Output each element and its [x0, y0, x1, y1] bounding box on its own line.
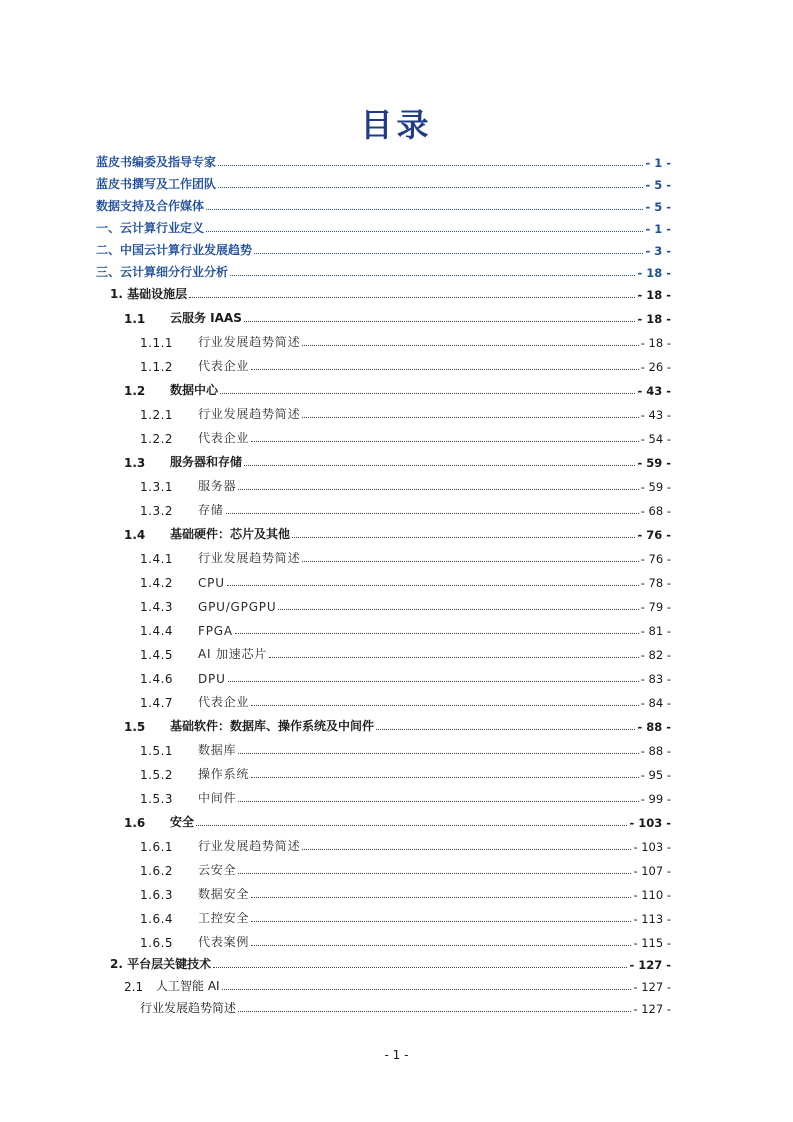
toc-entry-page: - 79 - — [640, 600, 671, 614]
toc-dot-leader — [251, 441, 639, 442]
toc-entry[interactable] — [96, 972, 671, 994]
toc-entry-label: 1. 基础设施层 — [110, 287, 188, 301]
toc-entry[interactable] — [96, 374, 671, 398]
toc-entry[interactable] — [96, 782, 671, 806]
toc-entry[interactable] — [96, 236, 671, 258]
toc-entry-page: - 1 - — [645, 156, 671, 170]
toc-entry[interactable] — [96, 662, 671, 686]
toc-entry-label: CPU — [198, 576, 225, 590]
toc-entry-label: 安全 — [170, 815, 195, 829]
toc-entry-number: 1.4.7 — [140, 696, 174, 710]
toc-entry-label: 行业发展趋势简述 — [198, 407, 301, 421]
toc-entry-page: - 127 - — [633, 980, 671, 994]
toc-dot-leader — [251, 945, 631, 946]
toc-entry-label: 代表企业 — [198, 695, 250, 709]
toc-entry[interactable] — [96, 806, 671, 830]
toc-entry-page: - 18 - — [637, 266, 671, 280]
toc-dot-leader — [251, 369, 639, 370]
toc-entry-page: - 84 - — [640, 696, 671, 710]
toc-entry-number: 1.6.1 — [140, 840, 174, 854]
toc-dot-leader — [238, 1011, 631, 1012]
toc-entry-page: - 59 - — [640, 480, 671, 494]
toc-entry-number: 1.6.5 — [140, 936, 174, 950]
toc-entry-label: 代表企业 — [198, 359, 250, 373]
toc-entry-page: - 115 - — [633, 936, 671, 950]
toc-entry[interactable] — [96, 446, 671, 470]
toc-entry-number: 1.2.2 — [140, 432, 174, 446]
toc-entry[interactable] — [96, 422, 671, 446]
toc-entry-number: 1.3 — [124, 456, 146, 470]
toc-entry-page: - 43 - — [640, 408, 671, 422]
toc-entry-page: - 110 - — [633, 888, 671, 902]
toc-entry[interactable] — [96, 926, 671, 950]
toc-entry-number: 1.3.1 — [140, 480, 174, 494]
toc-entry-label: 二、中国云计算行业发展趋势 — [96, 243, 253, 257]
toc-entry-page: - 26 - — [640, 360, 671, 374]
toc-dot-leader — [238, 801, 638, 802]
toc-entry-label: 云服务 IAAS — [170, 311, 242, 325]
toc-dot-leader — [376, 729, 635, 730]
toc-dot-leader — [254, 253, 643, 254]
toc-entry-number: 1.4.4 — [140, 624, 174, 638]
toc-dot-leader — [269, 657, 639, 658]
toc-entry-number: 1.4.3 — [140, 600, 174, 614]
toc-entry-number: 1.6.3 — [140, 888, 174, 902]
toc-entry-label: 代表企业 — [198, 431, 250, 445]
toc-entry-label: 行业发展趋势简述 — [198, 839, 301, 853]
toc-dot-leader — [302, 345, 638, 346]
toc-entry-label: 代表案例 — [198, 935, 250, 949]
toc-entry[interactable] — [96, 854, 671, 878]
page-number-footer: - 1 - — [384, 1048, 409, 1062]
toc-dot-leader — [251, 777, 639, 778]
toc-dot-leader — [302, 561, 638, 562]
toc-dot-leader — [222, 989, 632, 990]
toc-entry-number: 1.2 — [124, 384, 146, 398]
toc-entry[interactable] — [96, 614, 671, 638]
toc-entry-page: - 88 - — [640, 744, 671, 758]
toc-entry[interactable] — [96, 148, 671, 170]
toc-entry[interactable] — [96, 494, 671, 518]
toc-entry-label: 行业发展趋势简述 — [198, 551, 301, 565]
toc-dot-leader — [220, 393, 635, 394]
toc-entry-page: - 81 - — [640, 624, 671, 638]
toc-entry[interactable] — [96, 192, 671, 214]
toc-entry-label: 基础硬件：芯片及其他 — [170, 527, 291, 541]
toc-dot-leader — [228, 681, 639, 682]
toc-entry-page: - 99 - — [640, 792, 671, 806]
toc-entry-number: 1.4.6 — [140, 672, 174, 686]
toc-entry[interactable] — [96, 590, 671, 614]
toc-dot-leader — [302, 417, 638, 418]
toc-dot-leader — [230, 275, 635, 276]
toc-entry-label: 数据库 — [198, 743, 237, 757]
toc-entry-label: GPU/GPGPU — [198, 600, 277, 614]
toc-entry-page: - 95 - — [640, 768, 671, 782]
toc-dot-leader — [218, 165, 643, 166]
toc-entry-number: 1.2.1 — [140, 408, 174, 422]
toc-dot-leader — [238, 873, 631, 874]
toc-entry-number: 1.1.2 — [140, 360, 174, 374]
toc-dot-leader — [251, 897, 631, 898]
toc-entry[interactable] — [96, 758, 671, 782]
toc-entry[interactable] — [96, 902, 671, 926]
toc-entry-page: - 76 - — [640, 552, 671, 566]
toc-entry-page: - 82 - — [640, 648, 671, 662]
toc-entry[interactable] — [96, 470, 671, 494]
page-title: 目录 — [360, 106, 433, 144]
toc-dot-leader — [235, 633, 639, 634]
toc-entry-label: 行业发展趋势简述 — [198, 335, 301, 349]
toc-entry-page: - 103 - — [629, 816, 671, 830]
toc-entry-page: - 68 - — [640, 504, 671, 518]
toc-entry-page: - 113 - — [633, 912, 671, 926]
toc-dot-leader — [238, 489, 638, 490]
toc-entry-label: 工控安全 — [198, 911, 250, 925]
toc-entry-label: 一、云计算行业定义 — [96, 221, 205, 235]
toc-entry-number: 1.4.1 — [140, 552, 174, 566]
toc-entry-page: - 18 - — [640, 336, 671, 350]
toc-entry-label: 数据支持及合作媒体 — [96, 199, 205, 213]
toc-dot-leader — [244, 321, 636, 322]
toc-entry-page: - 83 - — [640, 672, 671, 686]
toc-entry-page: - 5 - — [645, 200, 671, 214]
toc-entry[interactable] — [96, 214, 671, 236]
toc-dot-leader — [227, 585, 639, 586]
toc-entry-label: 三、云计算细分行业分析 — [96, 265, 229, 279]
toc-entry-page: - 88 - — [637, 720, 671, 734]
toc-entry-page: - 127 - — [629, 958, 671, 972]
toc-entry-label: 数据安全 — [198, 887, 250, 901]
toc-entry[interactable] — [96, 398, 671, 422]
toc-entry-page: - 5 - — [645, 178, 671, 192]
toc-dot-leader — [244, 465, 635, 466]
toc-entry-number: 1.4.5 — [140, 648, 174, 662]
toc-entry[interactable] — [96, 170, 671, 192]
toc-entry-page: - 54 - — [640, 432, 671, 446]
toc-dot-leader — [206, 209, 643, 210]
toc-dot-leader — [213, 967, 627, 968]
toc-dot-leader — [251, 705, 639, 706]
toc-entry[interactable] — [96, 638, 671, 662]
toc-entry-number: 1.5 — [124, 720, 146, 734]
toc-entry-label: 2. 平台层关键技术 — [110, 957, 212, 971]
toc-entry-number: 1.6.4 — [140, 912, 174, 926]
toc-entry-page: - 76 - — [637, 528, 671, 542]
toc-dot-leader — [238, 753, 638, 754]
toc-entry-label: AI 加速芯片 — [198, 647, 268, 661]
toc-entry-number: 1.6 — [124, 816, 146, 830]
toc-entry-label: DPU — [198, 672, 226, 686]
toc-entry-number: 1.6.2 — [140, 864, 174, 878]
toc-entry[interactable] — [96, 994, 671, 1016]
toc-entry[interactable] — [96, 830, 671, 854]
toc-dot-leader — [302, 849, 631, 850]
toc-dot-leader — [278, 609, 638, 610]
toc-entry-number: 1.5.1 — [140, 744, 174, 758]
toc-entry-page: - 1 - — [645, 222, 671, 236]
toc-entry[interactable] — [96, 326, 671, 350]
toc-entry[interactable] — [96, 950, 671, 972]
toc-entry-number: 1.5.3 — [140, 792, 174, 806]
toc-entry[interactable] — [96, 518, 671, 542]
toc-entry-label: FPGA — [198, 624, 233, 638]
toc-entry-number: 1.4.2 — [140, 576, 174, 590]
toc-entry-label: 中间件 — [198, 791, 237, 805]
toc-entry-page: - 18 - — [637, 288, 671, 302]
toc-entry-page: - 107 - — [633, 864, 671, 878]
toc-entry-number: 1.1.1 — [140, 336, 174, 350]
toc-entry-page: - 127 - — [633, 1002, 671, 1016]
toc-entry-label: 服务器和存储 — [170, 455, 243, 469]
toc-dot-leader — [189, 297, 635, 298]
toc-dot-leader — [218, 187, 643, 188]
toc-entry-label: 操作系统 — [198, 767, 250, 781]
toc-entry[interactable] — [96, 686, 671, 710]
toc-entry[interactable] — [96, 258, 671, 280]
toc-entry-label: 基础软件：数据库、操作系统及中间件 — [170, 719, 375, 733]
toc-entry-page: - 3 - — [645, 244, 671, 258]
toc-dot-leader — [226, 513, 639, 514]
toc-entry-page: - 59 - — [637, 456, 671, 470]
toc-entry[interactable] — [96, 350, 671, 374]
toc-entry-number: 1.5.2 — [140, 768, 174, 782]
toc-entry-label: 行业发展趋势简述 — [140, 1001, 237, 1015]
toc-entry[interactable] — [96, 734, 671, 758]
toc-entry-label: 云安全 — [198, 863, 237, 877]
toc-entry-page: - 78 - — [640, 576, 671, 590]
toc-dot-leader — [206, 231, 643, 232]
toc-entry-label: 蓝皮书撰写及工作团队 — [96, 177, 217, 191]
table-of-contents — [96, 148, 671, 1016]
toc-entry[interactable] — [96, 542, 671, 566]
toc-dot-leader — [292, 537, 635, 538]
toc-entry-label: 数据中心 — [170, 383, 219, 397]
toc-entry-number: 2.1 — [124, 980, 144, 994]
toc-entry[interactable] — [96, 878, 671, 902]
toc-entry[interactable] — [96, 302, 671, 326]
toc-dot-leader — [251, 921, 631, 922]
toc-entry[interactable] — [96, 566, 671, 590]
toc-entry-label: 存储 — [198, 503, 224, 517]
toc-entry-label: 蓝皮书编委及指导专家 — [96, 155, 217, 169]
toc-entry-page: - 103 - — [633, 840, 671, 854]
toc-entry-number: 1.1 — [124, 312, 146, 326]
toc-dot-leader — [196, 825, 627, 826]
toc-entry-label: 人工智能 AI — [156, 979, 220, 993]
toc-entry[interactable] — [96, 710, 671, 734]
toc-entry[interactable] — [96, 280, 671, 302]
toc-entry-page: - 43 - — [637, 384, 671, 398]
toc-entry-number: 1.4 — [124, 528, 146, 542]
toc-entry-page: - 18 - — [637, 312, 671, 326]
toc-entry-number: 1.3.2 — [140, 504, 174, 518]
toc-entry-label: 服务器 — [198, 479, 237, 493]
